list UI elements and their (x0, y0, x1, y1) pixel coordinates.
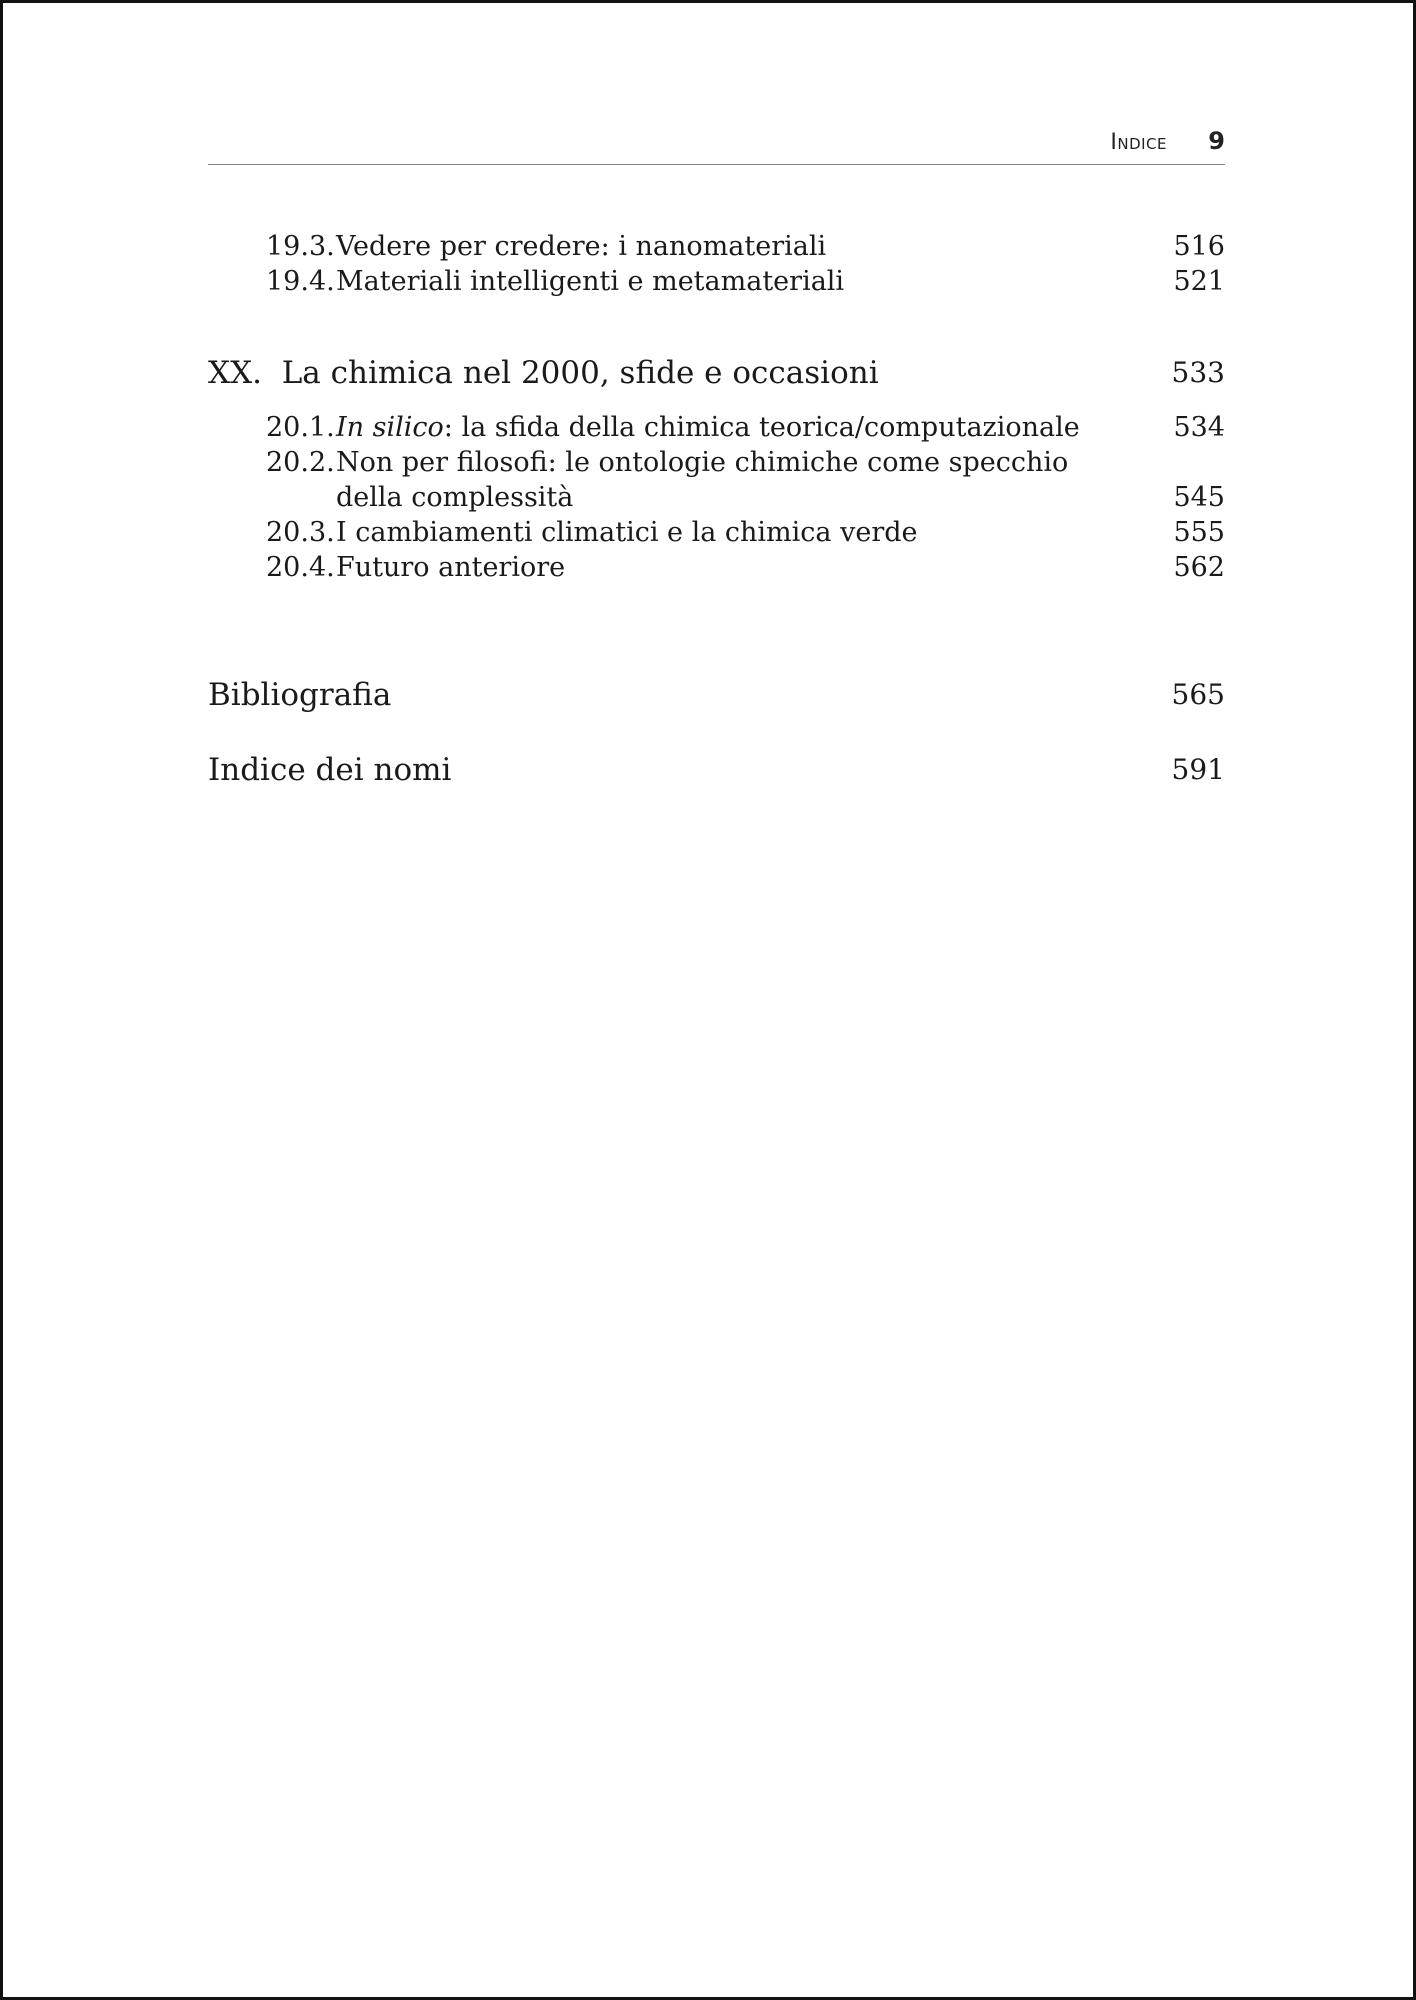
toc-entry-page: 545 (1173, 482, 1225, 513)
toc-entry-title: Materiali intelligenti e metamateriali (336, 266, 845, 297)
toc-entry-title-italic: In silico (336, 412, 444, 443)
toc-bibliografia[interactable] (208, 675, 1225, 715)
toc-entry-number: 19.3. (266, 231, 335, 262)
toc-entry-number: 20.2. (266, 447, 335, 478)
toc-entry-number: 19.4. (266, 266, 335, 297)
toc-backmatter-title: Bibliografia (208, 677, 392, 713)
toc-backmatter-page: 591 (1171, 753, 1225, 786)
toc-entry-title: Vedere per credere: i nanomateriali (336, 231, 827, 262)
toc-entry-title (336, 410, 1080, 445)
toc-indice-dei-nomi[interactable] (208, 750, 1225, 790)
toc-chapter-page: 533 (1171, 356, 1225, 389)
toc-chapter-xx[interactable] (208, 353, 1225, 393)
running-head-title: Indice (1110, 130, 1167, 155)
toc-entry-title-line-1: Non per filosofi: le ontologie chimiche come specchio (336, 447, 1069, 478)
toc-entry-page: 521 (1173, 266, 1225, 297)
toc-entry-number: 20.3. (266, 517, 335, 548)
toc-entry-page: 555 (1173, 517, 1225, 548)
running-head (208, 126, 1225, 165)
toc-backmatter-page: 565 (1171, 678, 1225, 711)
toc-backmatter-title: Indice dei nomi (208, 752, 452, 788)
toc-entry-20-2[interactable] (208, 445, 1225, 515)
toc-entry-title-line-2: della complessità (336, 482, 574, 513)
toc-entry-title: Futuro anteriore (336, 552, 566, 583)
toc-entry-number: 20.4. (266, 552, 335, 583)
toc-entry-title: I cambiamenti climatici e la chimica verde (336, 517, 918, 548)
running-head-page-number: 9 (1208, 127, 1225, 155)
toc-entry-title-rest: : la sfida della chimica teorica/computazionale (443, 412, 1080, 443)
toc-entry-page: 516 (1173, 231, 1225, 262)
toc-entry-page: 534 (1173, 412, 1225, 443)
toc-chapter-title: XX. La chimica nel 2000, sfide e occasioni (208, 355, 879, 391)
toc-entry-number: 20.1. (266, 412, 335, 443)
toc-entry-page: 562 (1173, 552, 1225, 583)
